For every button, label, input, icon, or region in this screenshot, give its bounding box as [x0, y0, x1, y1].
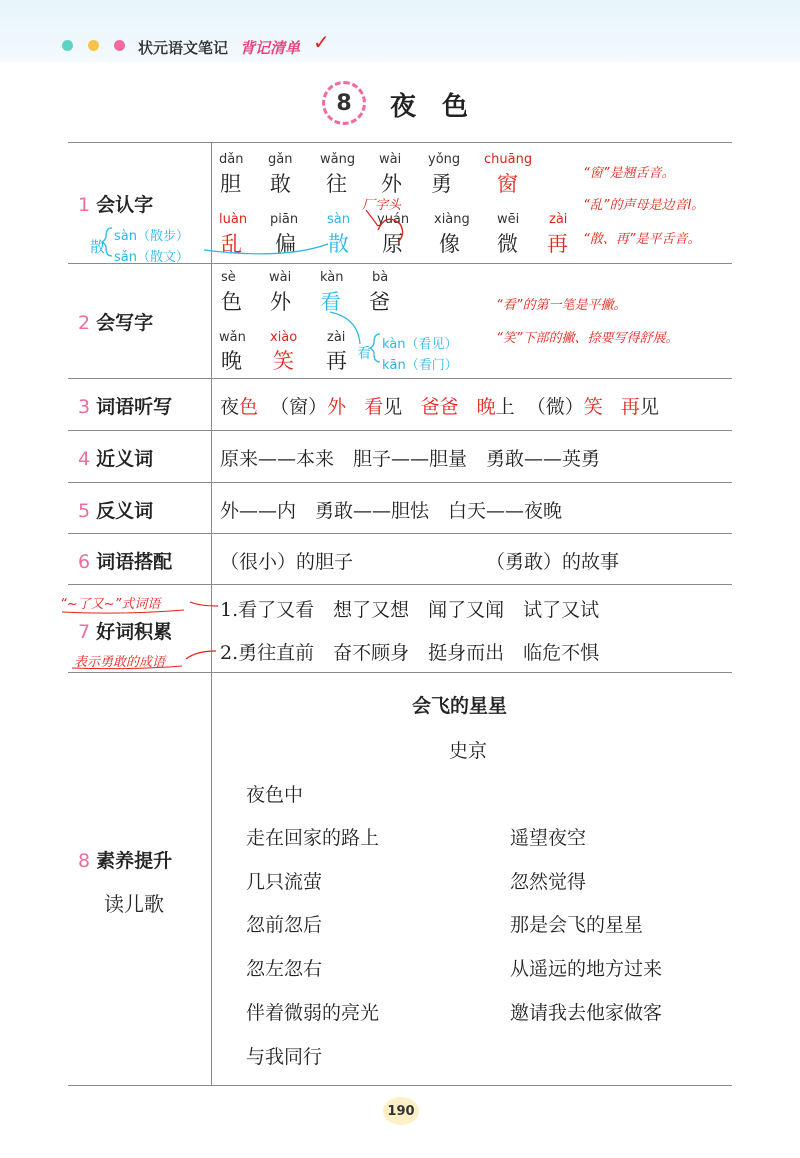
polyphone-char: 散	[90, 238, 106, 256]
poem-line: 忽左忽右	[246, 958, 323, 980]
row-divider	[68, 378, 732, 379]
synonyms-text: 原来——本来 胆子——胆量 勇敢——英勇	[220, 448, 601, 470]
lesson-number: 8	[322, 81, 366, 125]
character: 再	[326, 349, 347, 373]
annotation-note: “散、再”是平舌音。	[583, 232, 701, 247]
pinyin: wài	[269, 270, 292, 285]
poem-line: 走在回家的路上	[246, 827, 380, 849]
pinyin: zài	[549, 212, 568, 227]
poem-line: 那是会飞的星星	[510, 914, 644, 936]
character: 色	[221, 290, 242, 314]
annotation-note: “笑”下部的撇、捺要写得舒展。	[496, 331, 679, 346]
pinyin: sàn	[327, 212, 350, 227]
pinyin: xiàng	[434, 212, 470, 227]
character: 偏	[275, 232, 296, 256]
polyphone-reading: kān（看门）	[382, 358, 458, 373]
character: 像	[439, 232, 460, 256]
poem-author: 史京	[449, 740, 488, 762]
note-arrow	[190, 602, 218, 606]
pinyin: luàn	[219, 212, 248, 227]
character: 外	[381, 172, 402, 196]
section-sublabel-read-rhyme: 读儿歌	[104, 892, 164, 916]
pinyin: yuán	[377, 212, 410, 227]
polyphone-reading: sàn（散步）	[114, 229, 189, 244]
polyphone-reading: kàn（看见）	[382, 337, 458, 352]
pinyin: piān	[270, 212, 299, 227]
section-label-synonyms: 4 近义词	[78, 448, 154, 470]
collocation-item: （勇敢）的故事	[486, 551, 620, 573]
row-divider	[68, 430, 732, 431]
antonyms-text: 外——内 勇敢——胆怯 白天——夜晚	[220, 500, 563, 522]
character: 微	[497, 232, 518, 256]
brand-subtitle: 背记清单	[240, 39, 301, 57]
section-label-write: 2 会写字	[78, 312, 154, 334]
column-divider	[211, 142, 212, 1085]
character: 晚	[221, 349, 242, 373]
poem-line: 伴着微弱的亮光	[246, 1002, 380, 1024]
annotation-note: 表示勇敢的成语	[74, 655, 166, 670]
pinyin: bà	[372, 270, 389, 285]
section-label-recognize: 1 会认字	[78, 194, 154, 216]
pinyin: dǎn	[219, 152, 244, 167]
lesson-title: 夜色	[390, 92, 495, 122]
pinyin: kàn	[320, 270, 344, 285]
radical-note: 厂字头	[362, 198, 402, 213]
good-words-line: 1.看了又看 想了又想 闻了又闻 试了又试	[220, 599, 600, 621]
pinyin: wǎn	[219, 330, 246, 345]
check-icon: ✓	[313, 30, 330, 54]
section-label-collocations: 6 词语搭配	[78, 551, 173, 573]
polyphone-brace	[370, 334, 380, 362]
dot-yellow	[88, 40, 99, 51]
table-top-border	[68, 142, 732, 143]
annotation-note: “窗”是翘舌音。	[583, 166, 675, 181]
section-label-antonyms: 5 反义词	[78, 500, 154, 522]
poem-line: 几只流萤	[246, 871, 323, 893]
polyphone-char: 看	[357, 346, 371, 362]
character: 原	[382, 232, 403, 256]
pinyin: xiào	[270, 330, 298, 345]
character: 散	[328, 232, 349, 256]
row-divider	[68, 533, 732, 534]
dictation-words: 夜色 （窗）外 看见 爸爸 晚上 （微）笑 再见	[220, 396, 659, 418]
pinyin: sè	[221, 270, 236, 285]
character: 往	[326, 172, 347, 196]
character: 再	[547, 232, 568, 256]
poem-line: 与我同行	[246, 1046, 323, 1068]
collocation-item: （很小）的胆子	[220, 551, 354, 573]
pinyin: gǎn	[268, 152, 293, 167]
row-divider	[68, 584, 732, 585]
poem-line: 从遥远的地方过来	[510, 958, 663, 980]
row-divider	[68, 672, 732, 673]
pinyin: zài	[327, 330, 346, 345]
poem-line: 忽前忽后	[246, 914, 323, 936]
pinyin: wǎng	[320, 152, 356, 167]
character: 外	[270, 290, 291, 314]
character: 笑	[273, 349, 294, 373]
character: 窗	[497, 172, 518, 196]
annotation-note: “~了又~”式词语	[60, 597, 161, 612]
pinyin: wēi	[497, 212, 520, 227]
dot-pink	[114, 40, 125, 51]
character: 乱	[221, 232, 242, 256]
poem-line: 遥望夜空	[510, 827, 587, 849]
page-number: 190	[383, 1097, 419, 1125]
dot-teal	[62, 40, 73, 51]
character: 看	[320, 290, 341, 314]
pinyin: yǒng	[428, 152, 461, 167]
annotation-note: “乱”的声母是边音l。	[583, 198, 705, 213]
row-divider	[68, 482, 732, 483]
annotation-note: “看”的第一笔是平撇。	[496, 298, 627, 313]
section-label-good-words: 7 好词积累	[78, 621, 173, 643]
good-words-line: 2.勇往直前 奋不顾身 挺身而出 临危不惧	[220, 642, 600, 664]
character: 勇	[431, 172, 452, 196]
pinyin: wài	[379, 152, 402, 167]
poem-line: 夜色中	[246, 784, 304, 806]
character: 爸	[369, 290, 390, 314]
section-label-dictation: 3 词语听写	[78, 396, 173, 418]
brand-title: 状元语文笔记	[138, 39, 229, 57]
poem-line: 邀请我去他家做客	[510, 1002, 663, 1024]
character: 敢	[270, 172, 291, 196]
section-label-literacy: 8 素养提升	[78, 850, 173, 872]
character: 胆	[220, 172, 241, 196]
header-band	[0, 0, 800, 62]
poem-title: 会飞的星星	[412, 695, 508, 717]
polyphone-reading: sǎn（散文）	[114, 250, 189, 265]
pinyin: chuāng	[484, 152, 533, 167]
table-bottom-border	[68, 1085, 732, 1086]
poem-line: 忽然觉得	[510, 871, 587, 893]
